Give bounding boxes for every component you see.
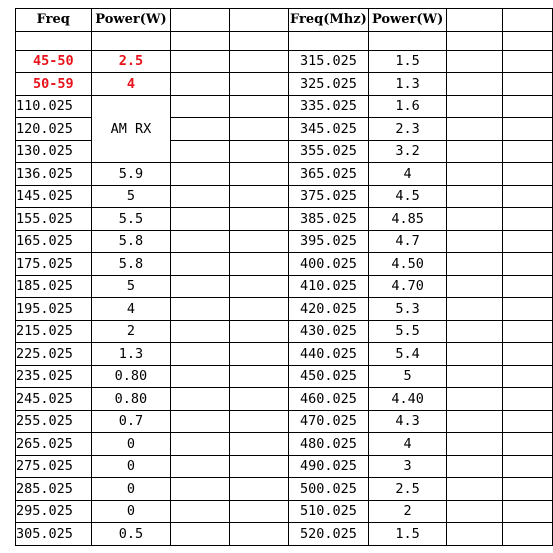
empty-cell bbox=[229, 410, 288, 433]
empty-cell bbox=[446, 9, 503, 32]
freq-cell-left: 195.025 bbox=[16, 298, 92, 321]
freq-cell-left: 235.025 bbox=[16, 365, 92, 388]
empty-cell bbox=[503, 410, 553, 433]
empty-cell bbox=[503, 9, 553, 32]
table-row bbox=[16, 298, 553, 321]
empty-cell bbox=[503, 140, 553, 163]
empty-cell bbox=[229, 320, 288, 343]
empty-cell bbox=[171, 95, 230, 118]
freq-cell-left: 305.025 bbox=[16, 523, 92, 546]
empty-cell bbox=[446, 185, 503, 208]
freq-cell-right: 400.025 bbox=[288, 253, 369, 276]
freq-cell-right: 410.025 bbox=[288, 275, 369, 298]
empty-cell bbox=[503, 185, 553, 208]
header-row bbox=[16, 9, 553, 32]
freq-cell-right: 420.025 bbox=[288, 298, 369, 321]
blank-row bbox=[16, 31, 553, 50]
power-header-left: Power(W) bbox=[91, 9, 171, 32]
freq-cell-left: 295.025 bbox=[16, 500, 92, 523]
empty-cell bbox=[229, 478, 288, 501]
empty-cell bbox=[446, 410, 503, 433]
empty-cell bbox=[446, 320, 503, 343]
freq-cell-left: 165.025 bbox=[16, 230, 92, 253]
freq-cell-right: 365.025 bbox=[288, 163, 369, 186]
empty-cell bbox=[446, 163, 503, 186]
empty-cell bbox=[229, 9, 288, 32]
power-cell-left: 0.7 bbox=[91, 410, 171, 433]
empty-cell bbox=[229, 253, 288, 276]
empty-cell bbox=[446, 500, 503, 523]
freq-cell-right: 480.025 bbox=[288, 433, 369, 456]
table-row bbox=[16, 433, 553, 456]
empty-cell bbox=[503, 163, 553, 186]
empty-cell bbox=[503, 500, 553, 523]
table-row bbox=[16, 253, 553, 276]
power-cell-right: 5 bbox=[369, 365, 447, 388]
power-cell-right: 4 bbox=[369, 163, 447, 186]
empty-cell bbox=[171, 163, 230, 186]
freq-cell-right: 385.025 bbox=[288, 208, 369, 231]
empty-cell bbox=[503, 343, 553, 366]
empty-cell bbox=[171, 298, 230, 321]
empty-cell bbox=[446, 298, 503, 321]
empty-cell bbox=[503, 275, 553, 298]
freq-cell-right: 500.025 bbox=[288, 478, 369, 501]
empty-cell bbox=[503, 230, 553, 253]
empty-cell bbox=[171, 73, 230, 96]
power-cell-left: 0 bbox=[91, 433, 171, 456]
freq-cell-right: 470.025 bbox=[288, 410, 369, 433]
freq-cell-right: 440.025 bbox=[288, 343, 369, 366]
freq-cell-left: 175.025 bbox=[16, 253, 92, 276]
freq-cell-right: 430.025 bbox=[288, 320, 369, 343]
table-row bbox=[16, 388, 553, 411]
empty-cell bbox=[229, 455, 288, 478]
empty-cell bbox=[229, 50, 288, 73]
freq-cell-left: 255.025 bbox=[16, 410, 92, 433]
empty-cell bbox=[229, 365, 288, 388]
empty-cell bbox=[503, 253, 553, 276]
freq-header-right: Freq(Mhz) bbox=[288, 9, 369, 32]
power-cell-left: 0.5 bbox=[91, 523, 171, 546]
empty-cell bbox=[229, 31, 288, 50]
empty-cell bbox=[503, 523, 553, 546]
empty-cell bbox=[171, 365, 230, 388]
power-cell-left: 4 bbox=[91, 298, 171, 321]
power-cell-left: 2.5 bbox=[91, 50, 171, 73]
power-cell-right: 1.3 bbox=[369, 73, 447, 96]
empty-cell bbox=[446, 275, 503, 298]
empty-cell bbox=[446, 73, 503, 96]
empty-cell bbox=[171, 343, 230, 366]
freq-cell-right: 520.025 bbox=[288, 523, 369, 546]
power-cell-left: 4 bbox=[91, 73, 171, 96]
power-cell-left: 0.80 bbox=[91, 365, 171, 388]
empty-cell bbox=[446, 50, 503, 73]
power-cell-right: 5.4 bbox=[369, 343, 447, 366]
empty-cell bbox=[229, 185, 288, 208]
empty-cell bbox=[446, 478, 503, 501]
power-cell-right: 4.5 bbox=[369, 185, 447, 208]
empty-cell bbox=[446, 365, 503, 388]
power-cell-left: 1.3 bbox=[91, 343, 171, 366]
power-cell-left: 5.8 bbox=[91, 253, 171, 276]
power-cell-right: 4 bbox=[369, 433, 447, 456]
empty-cell bbox=[503, 298, 553, 321]
freq-header-left: Freq bbox=[16, 9, 92, 32]
freq-cell-left: 45-50 bbox=[16, 50, 92, 73]
empty-cell bbox=[446, 208, 503, 231]
freq-cell-right: 345.025 bbox=[288, 118, 369, 141]
empty-cell bbox=[288, 31, 369, 50]
power-cell-right: 2.3 bbox=[369, 118, 447, 141]
empty-cell bbox=[229, 73, 288, 96]
freq-cell-right: 355.025 bbox=[288, 140, 369, 163]
table-row bbox=[16, 500, 553, 523]
freq-cell-left: 120.025 bbox=[16, 118, 92, 141]
empty-cell bbox=[503, 31, 553, 50]
empty-cell bbox=[503, 50, 553, 73]
freq-cell-right: 460.025 bbox=[288, 388, 369, 411]
empty-cell bbox=[446, 433, 503, 456]
table-row bbox=[16, 185, 553, 208]
freq-cell-right: 510.025 bbox=[288, 500, 369, 523]
freq-cell-left: 145.025 bbox=[16, 185, 92, 208]
empty-cell bbox=[171, 31, 230, 50]
empty-cell bbox=[171, 455, 230, 478]
power-cell-right: 3.2 bbox=[369, 140, 447, 163]
empty-cell bbox=[446, 523, 503, 546]
empty-cell bbox=[171, 185, 230, 208]
empty-cell bbox=[446, 140, 503, 163]
empty-cell bbox=[229, 388, 288, 411]
empty-cell bbox=[171, 9, 230, 32]
power-cell-left: 0 bbox=[91, 500, 171, 523]
power-cell-right: 4.85 bbox=[369, 208, 447, 231]
empty-cell bbox=[446, 388, 503, 411]
power-cell-right: 4.40 bbox=[369, 388, 447, 411]
empty-cell bbox=[171, 410, 230, 433]
table-row bbox=[16, 343, 553, 366]
freq-cell-right: 325.025 bbox=[288, 73, 369, 96]
empty-cell bbox=[171, 253, 230, 276]
empty-cell bbox=[171, 478, 230, 501]
empty-cell bbox=[503, 365, 553, 388]
power-cell-right: 3 bbox=[369, 455, 447, 478]
freq-cell-right: 335.025 bbox=[288, 95, 369, 118]
freq-cell-left: 285.025 bbox=[16, 478, 92, 501]
empty-cell bbox=[171, 208, 230, 231]
empty-cell bbox=[503, 433, 553, 456]
freq-cell-left: 50-59 bbox=[16, 73, 92, 96]
empty-cell bbox=[171, 388, 230, 411]
empty-cell bbox=[229, 523, 288, 546]
power-cell-left: 5.9 bbox=[91, 163, 171, 186]
empty-cell bbox=[16, 31, 92, 50]
empty-cell bbox=[171, 433, 230, 456]
freq-cell-left: 245.025 bbox=[16, 388, 92, 411]
empty-cell bbox=[446, 31, 503, 50]
power-cell-right: 4.7 bbox=[369, 230, 447, 253]
empty-cell bbox=[171, 523, 230, 546]
power-cell-left: 0 bbox=[91, 455, 171, 478]
freq-cell-right: 375.025 bbox=[288, 185, 369, 208]
freq-cell-left: 136.025 bbox=[16, 163, 92, 186]
table-row bbox=[16, 95, 553, 118]
empty-cell bbox=[503, 118, 553, 141]
power-cell-left: AM RX bbox=[91, 95, 171, 163]
empty-cell bbox=[171, 50, 230, 73]
table-row bbox=[16, 365, 553, 388]
empty-cell bbox=[446, 253, 503, 276]
power-cell-left: 5 bbox=[91, 275, 171, 298]
freq-cell-left: 265.025 bbox=[16, 433, 92, 456]
power-cell-left: 0 bbox=[91, 478, 171, 501]
empty-cell bbox=[446, 118, 503, 141]
power-cell-left: 5.8 bbox=[91, 230, 171, 253]
empty-cell bbox=[229, 140, 288, 163]
empty-cell bbox=[446, 343, 503, 366]
empty-cell bbox=[171, 500, 230, 523]
empty-cell bbox=[503, 73, 553, 96]
empty-cell bbox=[229, 275, 288, 298]
empty-cell bbox=[369, 31, 447, 50]
table-row bbox=[16, 523, 553, 546]
empty-cell bbox=[229, 433, 288, 456]
empty-cell bbox=[171, 230, 230, 253]
power-cell-left: 0.80 bbox=[91, 388, 171, 411]
empty-cell bbox=[171, 275, 230, 298]
power-cell-left: 5 bbox=[91, 185, 171, 208]
power-cell-right: 4.3 bbox=[369, 410, 447, 433]
table-row bbox=[16, 50, 553, 73]
freq-cell-left: 185.025 bbox=[16, 275, 92, 298]
empty-cell bbox=[229, 230, 288, 253]
table-row bbox=[16, 478, 553, 501]
freq-cell-right: 450.025 bbox=[288, 365, 369, 388]
empty-cell bbox=[446, 230, 503, 253]
empty-cell bbox=[503, 478, 553, 501]
power-cell-right: 2 bbox=[369, 500, 447, 523]
empty-cell bbox=[229, 298, 288, 321]
power-cell-left: 2 bbox=[91, 320, 171, 343]
power-table bbox=[15, 8, 553, 546]
empty-cell bbox=[503, 208, 553, 231]
empty-cell bbox=[229, 343, 288, 366]
empty-cell bbox=[503, 388, 553, 411]
empty-cell bbox=[91, 31, 171, 50]
freq-cell-left: 275.025 bbox=[16, 455, 92, 478]
freq-cell-left: 130.025 bbox=[16, 140, 92, 163]
freq-cell-right: 395.025 bbox=[288, 230, 369, 253]
table-row bbox=[16, 163, 553, 186]
table-row bbox=[16, 455, 553, 478]
power-cell-right: 5.5 bbox=[369, 320, 447, 343]
power-cell-right: 1.5 bbox=[369, 523, 447, 546]
empty-cell bbox=[503, 95, 553, 118]
freq-cell-left: 215.025 bbox=[16, 320, 92, 343]
table-row bbox=[16, 230, 553, 253]
empty-cell bbox=[171, 320, 230, 343]
table-row bbox=[16, 73, 553, 96]
power-cell-right: 2.5 bbox=[369, 478, 447, 501]
empty-cell bbox=[503, 455, 553, 478]
power-cell-right: 1.6 bbox=[369, 95, 447, 118]
empty-cell bbox=[171, 118, 230, 141]
freq-cell-right: 315.025 bbox=[288, 50, 369, 73]
freq-cell-left: 155.025 bbox=[16, 208, 92, 231]
table-row bbox=[16, 208, 553, 231]
table-row bbox=[16, 410, 553, 433]
empty-cell bbox=[503, 320, 553, 343]
power-cell-right: 4.70 bbox=[369, 275, 447, 298]
empty-cell bbox=[446, 95, 503, 118]
table-row bbox=[16, 275, 553, 298]
empty-cell bbox=[229, 118, 288, 141]
power-cell-right: 1.5 bbox=[369, 50, 447, 73]
empty-cell bbox=[171, 140, 230, 163]
empty-cell bbox=[229, 95, 288, 118]
freq-cell-right: 490.025 bbox=[288, 455, 369, 478]
empty-cell bbox=[229, 208, 288, 231]
freq-cell-left: 110.025 bbox=[16, 95, 92, 118]
freq-cell-left: 225.025 bbox=[16, 343, 92, 366]
empty-cell bbox=[229, 500, 288, 523]
power-header-right: Power(W) bbox=[369, 9, 447, 32]
empty-cell bbox=[446, 455, 503, 478]
table-row bbox=[16, 320, 553, 343]
power-cell-left: 5.5 bbox=[91, 208, 171, 231]
empty-cell bbox=[229, 163, 288, 186]
power-cell-right: 5.3 bbox=[369, 298, 447, 321]
power-cell-right: 4.50 bbox=[369, 253, 447, 276]
